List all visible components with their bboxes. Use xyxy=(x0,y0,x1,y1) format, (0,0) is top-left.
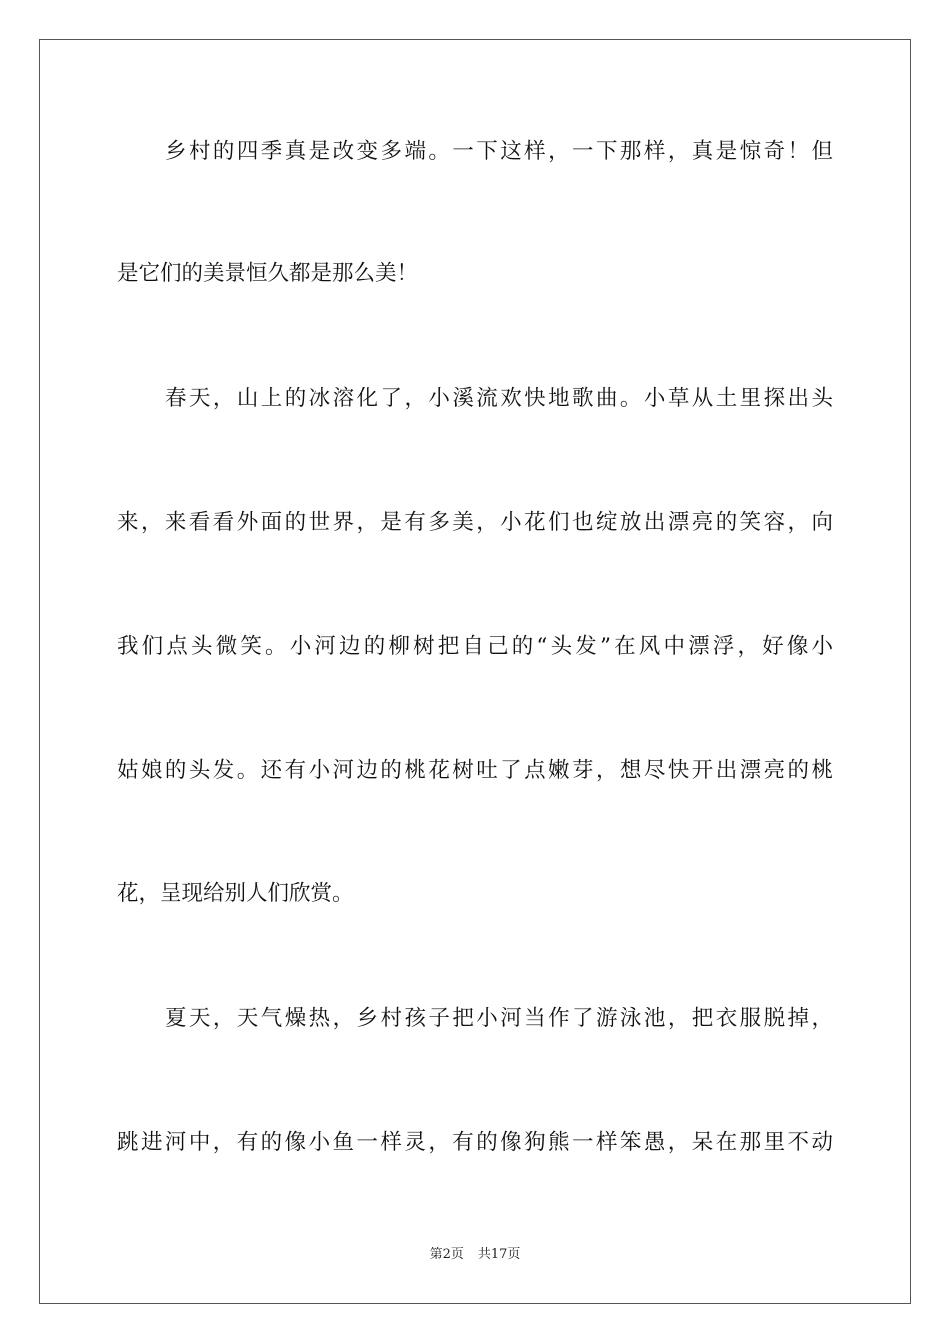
page-number: 第2页 xyxy=(429,1247,464,1262)
text-line-3: 春天，山上的冰溶化了，小溪流欢快地歌曲。小草从土里探出头 xyxy=(165,386,833,411)
text-line-6: 姑娘的头发。还有小河边的桃花树吐了点嫩芽，想尽快开出漂亮的桃 xyxy=(117,758,833,783)
page-total: 共17页 xyxy=(477,1247,521,1262)
page-border xyxy=(39,39,911,1304)
text-line-4: 来，来看看外面的世界，是有多美，小花们也绽放出漂亮的笑容，向 xyxy=(117,510,833,535)
text-line-5: 我们点头微笑。小河边的柳树把自己的“头发”在风中漂浮，好像小 xyxy=(117,634,833,659)
text-line-9: 跳进河中，有的像小鱼一样灵，有的像狗熊一样笨愚，呆在那里不动 xyxy=(117,1130,833,1155)
text-line-7: 花，呈现给别人们欣赏。 xyxy=(117,881,354,906)
page-footer xyxy=(0,1246,950,1264)
text-line-8: 夏天，天气燥热，乡村孩子把小河当作了游泳池，把衣服脱掉， xyxy=(165,1006,833,1031)
text-line-1: 乡村的四季真是改变多端。一下这样，一下那样，真是惊奇！但 xyxy=(165,139,833,164)
text-line-2: 是它们的美景恒久都是那么美！ xyxy=(117,261,419,286)
